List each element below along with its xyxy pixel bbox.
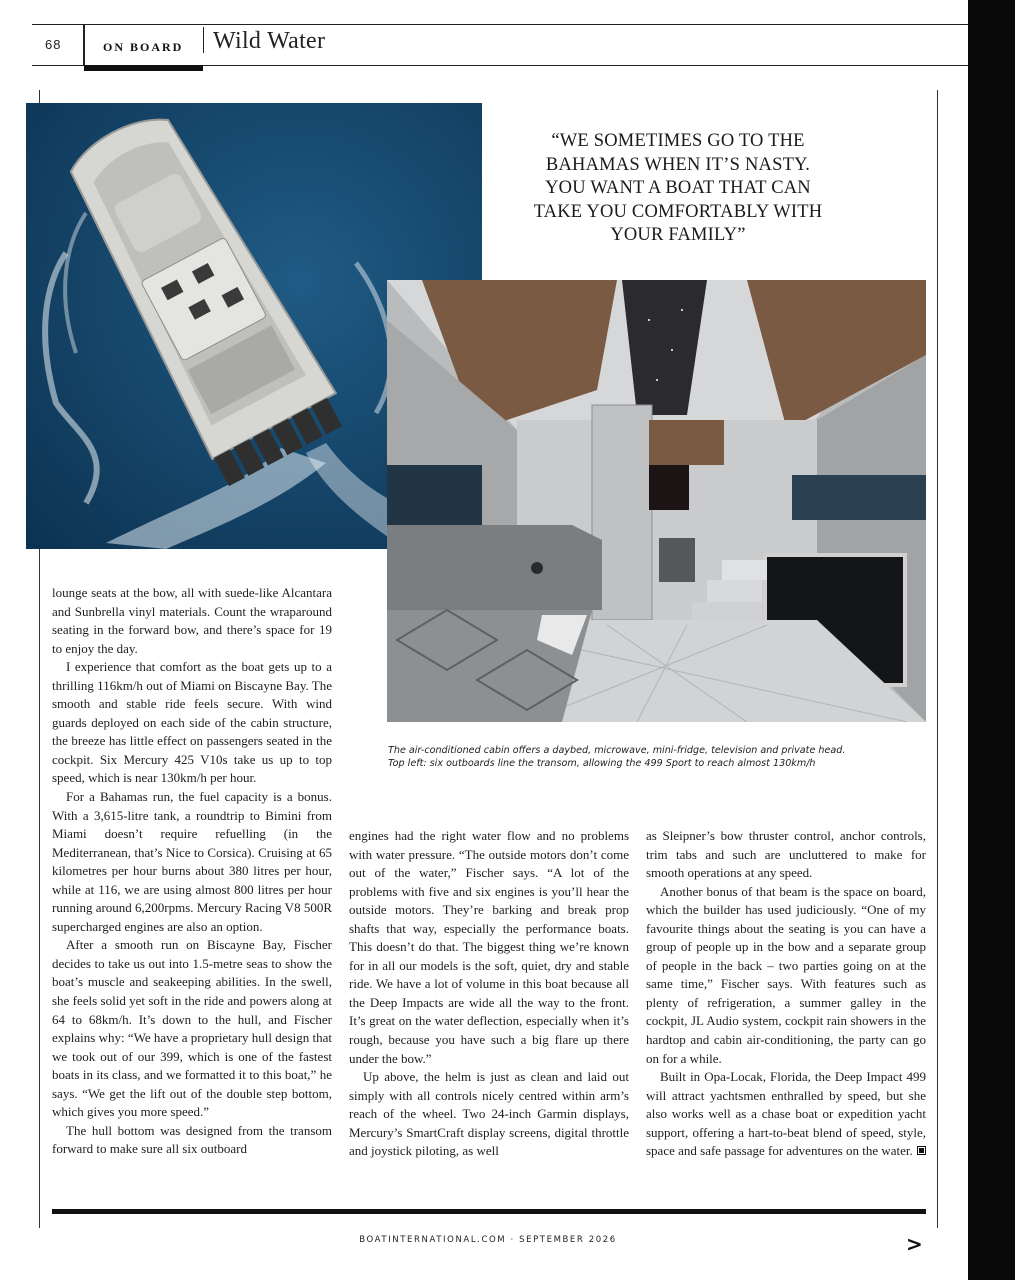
paragraph-text: Built in Opa-Locak, Florida, the Deep Impact 499 will attract yachtsmen enthralled by speed, but she also works well as a chase boat or expedition yacht support, offering a hart-to-beat blend of speed, style, space and safe passage for adventures on the water. [646, 1069, 926, 1159]
section-label: ON BOARD [103, 40, 184, 54]
body-column-1 [52, 584, 332, 1159]
header-divider [83, 24, 85, 66]
paragraph [646, 1068, 926, 1161]
paragraph: For a Bahamas run, the fuel capacity is a bonus. With a 3,615-litre tank, a roundtrip to Bimini from Miami doesn’t require refuelling (in the Mediterranean, that’s Nice to Corsica). Cruising at 65 kilometres per hour burns about 380 litres per hour, while at 116, we are using almost 800 litres per hour running around 6,200rpms. Mercury Racing V8 500R supercharged engines are also an option. [52, 789, 332, 934]
section-underline [84, 65, 203, 71]
paragraph: I experience that comfort as the boat gets up to a thrilling 116km/h out of Miami on Biscayne Bay. The smooth and stable ride feels secure. With wind guards deployed on each side of the cabin structure, the breeze has little effect on passengers seated in the cockpit. Six Mercury 425 V10s take us up to top speed, which is near 130km/h per hour. [52, 659, 332, 786]
paragraph: as Sleipner’s bow thruster control, anchor controls, trim tabs and such are uncluttered to make for smooth operations at any speed. [646, 828, 926, 881]
section-title: Wild Water [213, 28, 326, 54]
right-margin-rule [937, 90, 938, 1228]
header-divider-2 [203, 27, 204, 53]
photo-caption [388, 745, 928, 770]
page-number: 68 [45, 37, 62, 52]
paragraph: After a smooth run on Biscayne Bay, Fischer decides to take us out into 1.5-metre seas to show the boat’s muscle and seakeeping abilities. In the swell, she feels solid yet soft in the ride and powers along at 64 to 68km/h. It’s down to the hull, and Fischer explains why: “We have a proprietary hull design that we took out of our 399, which is one of the fastest boats in its class, and we formatted it to this boat,” he says. “We get the lift out of the double step bottom, which gives you more speed.” [52, 937, 332, 1120]
body-column-3 [646, 827, 926, 1161]
paragraph: Up above, the helm is just as clean and laid out simply with all controls nicely centred within arm’s reach of the wheel. Two 24-inch Garmin displays, Mercury’s SmartCraft display screens, digital throttle and joystick piloting, as well [349, 1069, 629, 1159]
paragraph: Another bonus of that beam is the space on board, which the builder has used judiciously. “One of my favourite things about the seating is you can have a group of people up in the bow and a separate group of people in the back – two parties going on at the same time,” Fischer says. With features such as plenty of refrigeration, a summer galley in the cockpit, JL Audio system, cockpit rain showers in the hardtop and cabin air-conditioning, the party can go on for a while. [646, 883, 926, 1066]
paragraph: lounge seats at the bow, all with suede-like Alcantara and Sunbrella vinyl materials. Count the wraparound seating in the forward bow, and there’s space for 19 to enjoy the day. [52, 585, 332, 656]
cabin-interior-photo [387, 280, 926, 722]
footer-rule [52, 1209, 926, 1214]
pull-quote: “WE SOMETIMES GO TO THE BAHAMAS WHEN IT’S NASTY. YOU WANT A BOAT THAT CAN TAKE YOU COMFORTABLY WITH YOUR FAMILY” [533, 131, 823, 245]
page-edge-bar [968, 0, 1015, 1280]
footer-publication: BOATINTERNATIONAL.COM · SEPTEMBER 2026 [359, 1235, 617, 1245]
next-page-icon[interactable]: > [906, 1232, 923, 1256]
header-top-rule [32, 24, 968, 25]
paragraph: The hull bottom was designed from the transom forward to make sure all six outboard [52, 1122, 332, 1157]
caption-line-2: Top left: six outboards line the transom, allowing the 499 Sport to reach almost 130km/h [388, 757, 816, 769]
caption-line-1: The air-conditioned cabin offers a daybed, microwave, mini-fridge, television and private head. [388, 745, 846, 756]
paragraph: engines had the right water flow and no problems with water pressure. “The outside motors don’t come out of the water,” Fischer says. “A lot of the problems with five and six engines is you’ll hear the outside motors. They’re barking and break prop shafts that way, especially the performance boats. This doesn’t do that. The biggest thing we’re known for in all our models is the soft, quiet, dry and stable ride. We have a lot of volume in this boat because all the Deep Impacts are wide all the way to the front. It’s great on the water deflection, especially when it’s rough, because you have such a big flare up there under the bow.” [349, 828, 629, 1066]
end-of-article-icon [917, 1146, 926, 1155]
body-column-2 [349, 827, 629, 1161]
